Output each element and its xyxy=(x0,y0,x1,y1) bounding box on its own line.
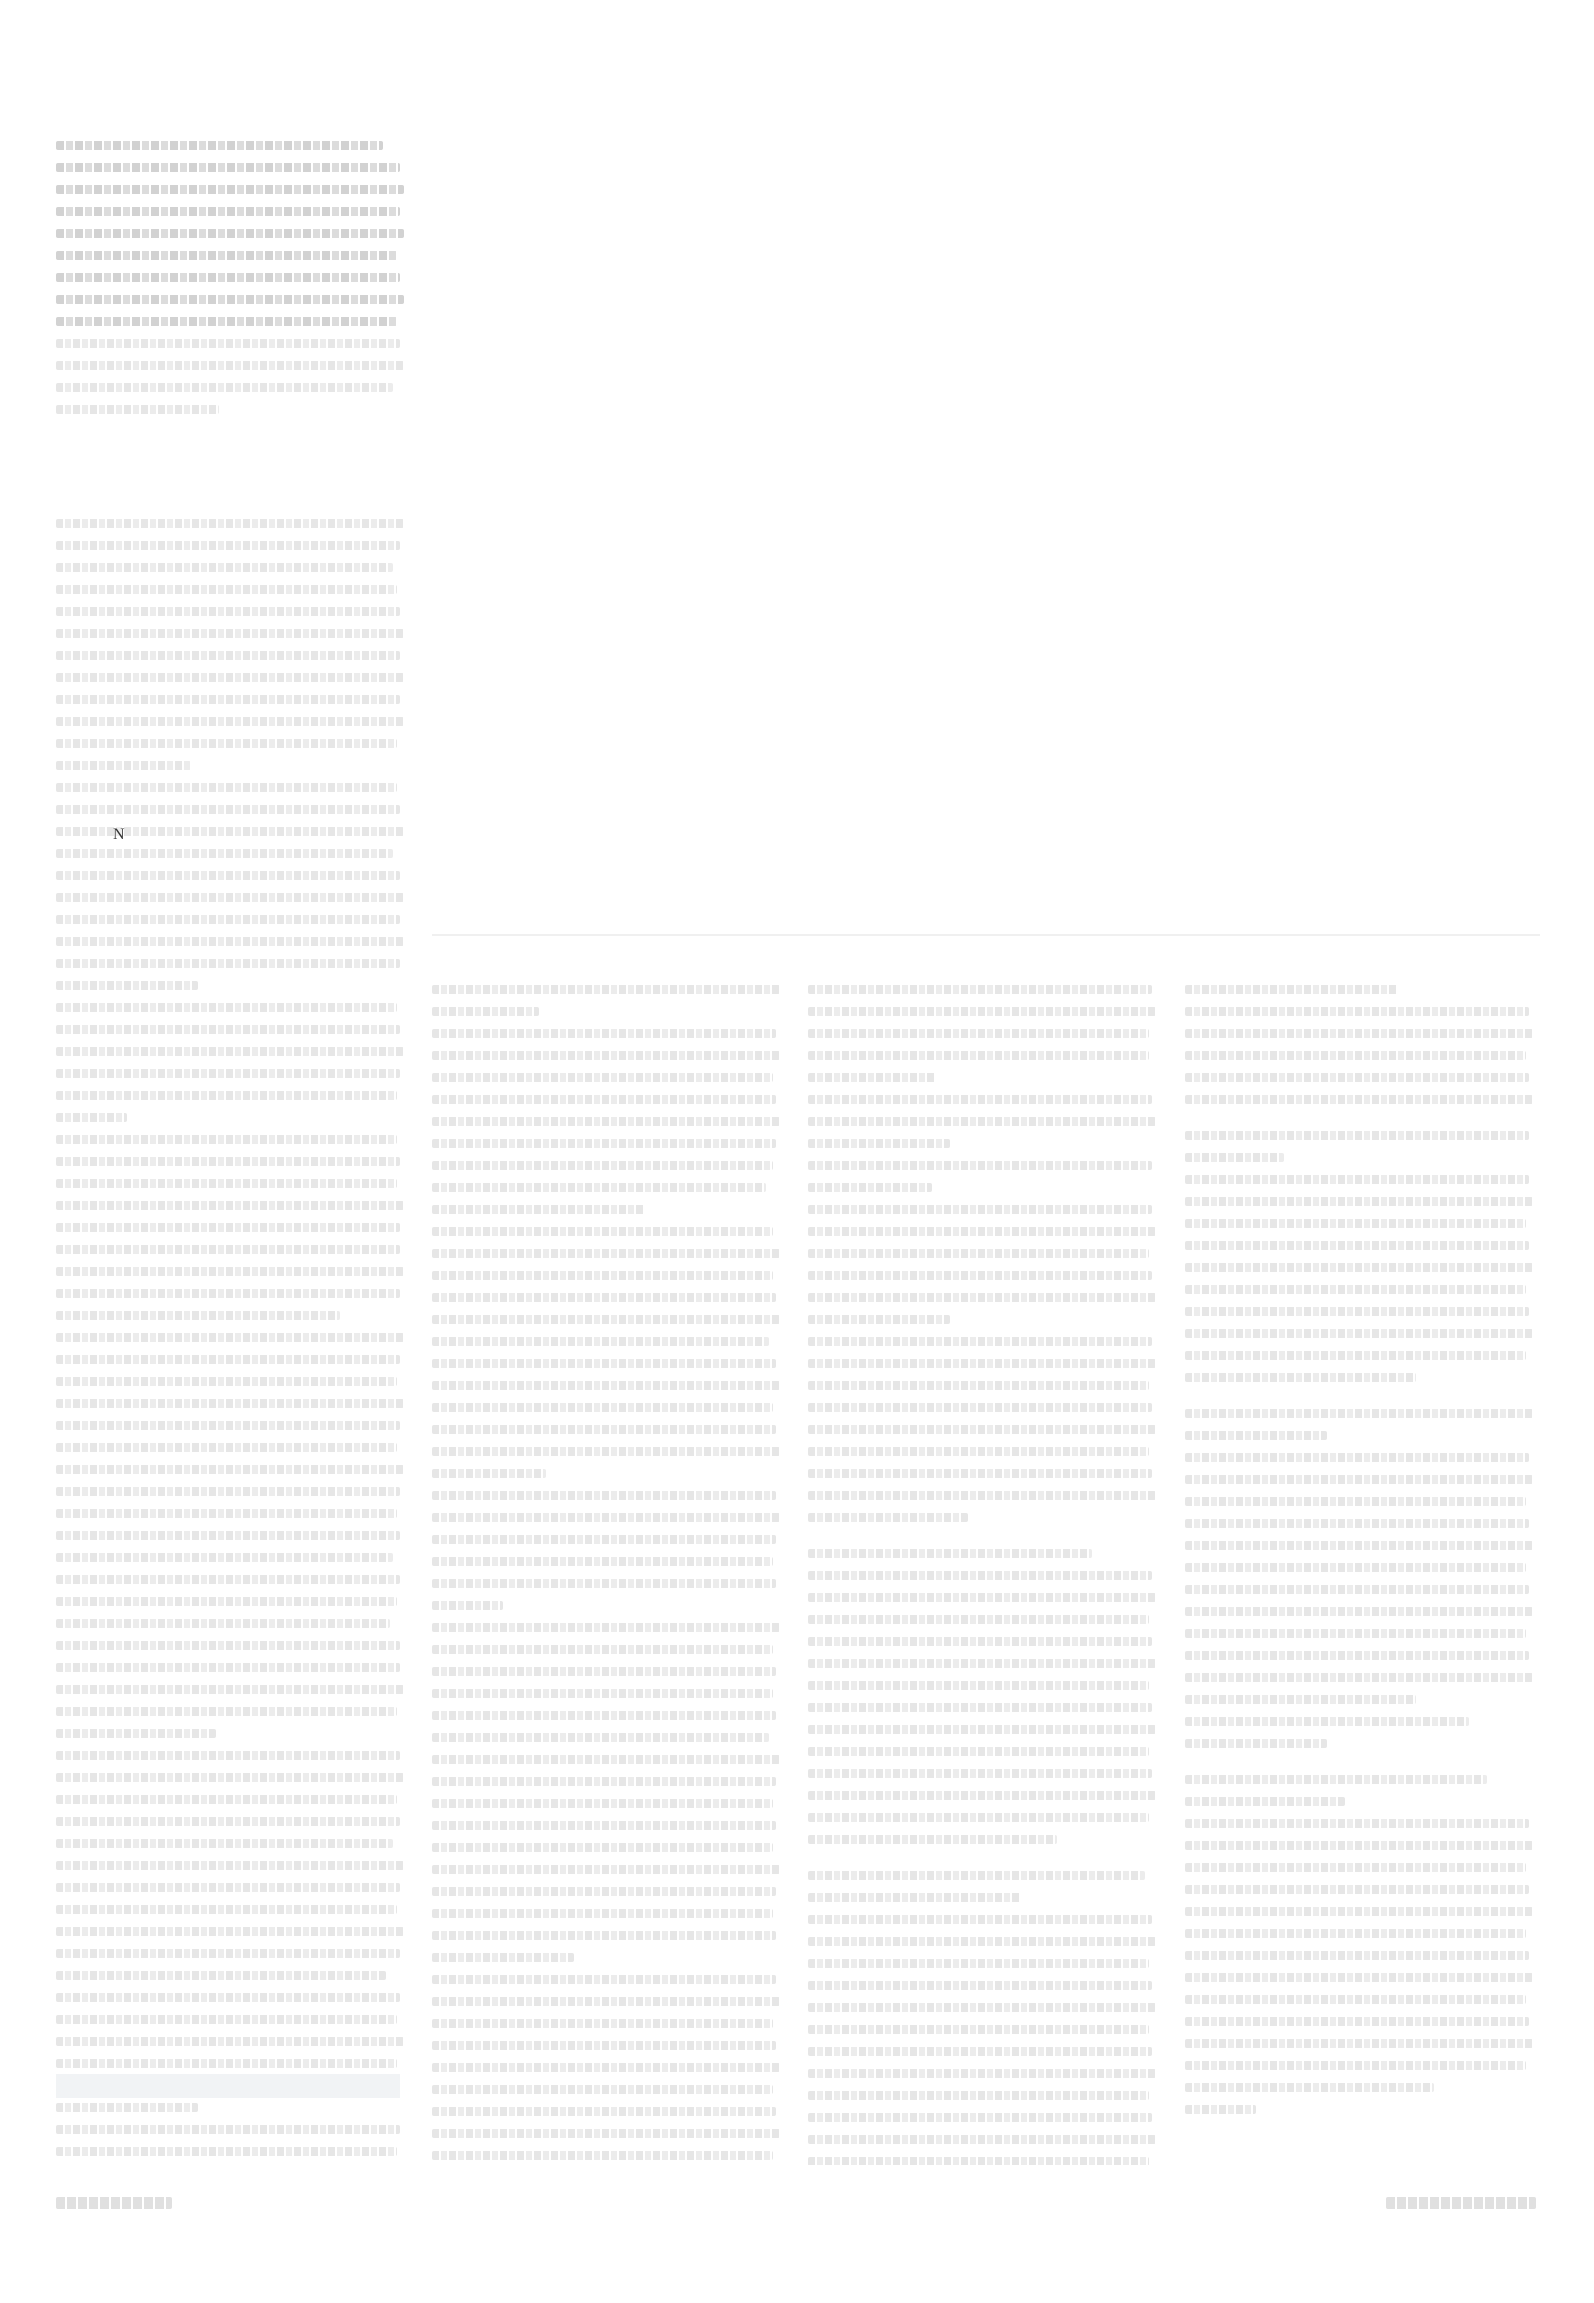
text-line xyxy=(56,998,411,1017)
text-line xyxy=(808,1134,1163,1153)
text-line xyxy=(432,1552,787,1571)
text-line xyxy=(1185,1580,1540,1599)
text-line xyxy=(56,1460,411,1479)
text-line xyxy=(56,756,411,775)
text-line xyxy=(56,400,411,419)
text-line xyxy=(1185,1946,1540,1965)
text-line xyxy=(432,1266,787,1285)
text-line xyxy=(808,1976,1163,1995)
text-line xyxy=(1185,1192,1540,1211)
text-line xyxy=(1185,1690,1540,1709)
text-line xyxy=(56,1768,411,1787)
text-line xyxy=(432,2036,787,2055)
text-line xyxy=(432,1222,787,1241)
text-line xyxy=(56,1812,411,1831)
text-line xyxy=(56,1262,411,1281)
text-line xyxy=(56,246,411,265)
column-gap xyxy=(808,1530,1163,1544)
text-line xyxy=(432,1200,787,1219)
text-line xyxy=(808,1332,1163,1351)
text-line xyxy=(432,2080,787,2099)
text-line xyxy=(56,1966,411,1985)
text-line xyxy=(56,910,411,929)
text-line xyxy=(1185,1346,1540,1365)
text-line xyxy=(808,1808,1163,1827)
text-line xyxy=(808,2020,1163,2039)
text-line xyxy=(808,1888,1163,1907)
text-line xyxy=(1185,2100,1540,2119)
text-line xyxy=(56,844,411,863)
text-line xyxy=(432,980,787,999)
text-line xyxy=(432,1926,787,1945)
text-line xyxy=(432,2102,787,2121)
text-line xyxy=(56,1284,411,1303)
text-line xyxy=(808,1266,1163,1285)
text-line xyxy=(56,1724,411,1743)
text-line xyxy=(808,1632,1163,1651)
text-line xyxy=(56,268,411,287)
text-line xyxy=(1185,1514,1540,1533)
text-line xyxy=(1185,1258,1540,1277)
text-line xyxy=(432,1662,787,1681)
text-line xyxy=(432,1794,787,1813)
text-line xyxy=(808,1156,1163,1175)
horizontal-rule xyxy=(432,934,1540,936)
text-line xyxy=(56,2142,411,2161)
text-line xyxy=(808,1932,1163,1951)
text-line xyxy=(432,1970,787,1989)
text-line xyxy=(1185,1426,1540,1445)
text-line xyxy=(808,1310,1163,1329)
text-line xyxy=(808,1742,1163,1761)
column-gap xyxy=(1185,1756,1540,1770)
text-line xyxy=(432,1068,787,1087)
text-line xyxy=(56,2010,411,2029)
text-line xyxy=(432,1530,787,1549)
text-line xyxy=(432,1244,787,1263)
text-line xyxy=(1185,2034,1540,2053)
text-line xyxy=(56,558,411,577)
text-line xyxy=(56,1196,411,1215)
text-line xyxy=(808,1024,1163,1043)
text-line xyxy=(432,1332,787,1351)
text-line xyxy=(432,1728,787,1747)
text-line xyxy=(56,1328,411,1347)
text-line xyxy=(56,1394,411,1413)
text-line xyxy=(56,1702,411,1721)
text-line xyxy=(432,1640,787,1659)
column-gap xyxy=(1185,1390,1540,1404)
text-line xyxy=(808,2152,1163,2165)
text-line xyxy=(56,1504,411,1523)
text-line xyxy=(56,624,411,643)
text-line xyxy=(432,1354,787,1373)
text-line xyxy=(1185,1404,1540,1423)
text-line xyxy=(56,954,411,973)
text-line xyxy=(808,1486,1163,1505)
text-line xyxy=(56,514,411,533)
text-line xyxy=(808,1068,1163,1087)
text-line xyxy=(1185,1448,1540,1467)
text-line xyxy=(432,1090,787,1109)
text-line xyxy=(432,1486,787,1505)
text-line xyxy=(56,1174,411,1193)
text-line xyxy=(432,1882,787,1901)
text-line xyxy=(808,1910,1163,1929)
text-line xyxy=(56,180,411,199)
text-line xyxy=(1185,1024,1540,1043)
text-line xyxy=(56,1614,411,1633)
text-line xyxy=(1185,1536,1540,1555)
text-line xyxy=(432,1420,787,1439)
text-line xyxy=(808,1866,1163,1885)
text-line xyxy=(56,1350,411,1369)
text-line xyxy=(432,1442,787,1461)
text-line xyxy=(1185,1734,1540,1753)
text-line xyxy=(56,334,411,353)
text-line xyxy=(432,1024,787,1043)
text-line xyxy=(432,1398,787,1417)
text-line xyxy=(808,1090,1163,1109)
text-line xyxy=(56,1438,411,1457)
highlighted-heading-band xyxy=(56,2074,400,2098)
text-line xyxy=(1185,1902,1540,1921)
text-line xyxy=(432,1816,787,1835)
text-line xyxy=(1185,1990,1540,2009)
drop-initial: N xyxy=(113,826,125,843)
text-column-3 xyxy=(808,980,1163,2165)
text-line xyxy=(56,290,411,309)
text-line xyxy=(1185,1558,1540,1577)
text-line xyxy=(1185,1170,1540,1189)
text-line xyxy=(1185,1646,1540,1665)
text-line xyxy=(56,1988,411,2007)
text-line xyxy=(432,1288,787,1307)
text-line xyxy=(56,1548,411,1567)
text-line xyxy=(432,1618,787,1637)
text-line xyxy=(432,1684,787,1703)
text-line xyxy=(1185,1214,1540,1233)
text-line xyxy=(56,1790,411,1809)
text-line xyxy=(56,224,411,243)
text-line xyxy=(432,2058,787,2077)
text-line xyxy=(432,1310,787,1329)
text-column-1 xyxy=(56,136,411,2161)
text-line xyxy=(432,1706,787,1725)
text-line xyxy=(1185,1470,1540,1489)
text-line xyxy=(808,1566,1163,1585)
text-line xyxy=(1185,1814,1540,1833)
text-line xyxy=(1185,1148,1540,1167)
text-line xyxy=(56,1306,411,1325)
text-line xyxy=(56,1658,411,1677)
text-line xyxy=(432,1838,787,1857)
text-line xyxy=(56,1218,411,1237)
column-gap xyxy=(56,422,411,514)
text-line xyxy=(1185,1880,1540,1899)
text-line xyxy=(1185,1002,1540,1021)
text-line xyxy=(56,690,411,709)
text-line xyxy=(432,1046,787,1065)
text-line xyxy=(56,646,411,665)
text-line xyxy=(56,734,411,753)
footer-right-label xyxy=(1386,2195,1536,2211)
text-line xyxy=(56,1746,411,1765)
text-line xyxy=(1185,1302,1540,1321)
text-line xyxy=(56,1680,411,1699)
text-line xyxy=(808,2042,1163,2061)
text-line xyxy=(432,1860,787,1879)
text-line xyxy=(1185,1236,1540,1255)
text-line xyxy=(808,1200,1163,1219)
text-line xyxy=(432,1750,787,1769)
text-line xyxy=(56,800,411,819)
text-line xyxy=(432,1596,787,1615)
text-line xyxy=(56,1570,411,1589)
text-line xyxy=(1185,1068,1540,1087)
text-line xyxy=(432,1772,787,1791)
text-line xyxy=(1185,1836,1540,1855)
text-line xyxy=(808,1244,1163,1263)
text-line xyxy=(1185,1770,1540,1789)
text-line xyxy=(1185,1602,1540,1621)
text-line xyxy=(56,1064,411,1083)
text-line xyxy=(808,1786,1163,1805)
text-line xyxy=(56,1086,411,1105)
text-line xyxy=(808,1676,1163,1695)
text-line xyxy=(56,2120,411,2139)
text-line xyxy=(56,1944,411,1963)
text-line xyxy=(432,1948,787,1967)
text-line xyxy=(56,202,411,221)
text-line xyxy=(808,1288,1163,1307)
text-line xyxy=(808,1222,1163,1241)
text-line xyxy=(56,1152,411,1171)
text-line xyxy=(56,1900,411,1919)
text-line xyxy=(56,536,411,555)
text-line xyxy=(1185,1492,1540,1511)
text-line xyxy=(808,1720,1163,1739)
text-line xyxy=(432,2146,787,2165)
text-line xyxy=(808,1464,1163,1483)
text-line xyxy=(56,1636,411,1655)
text-line xyxy=(432,1464,787,1483)
text-line xyxy=(56,1108,411,1127)
text-line xyxy=(808,1420,1163,1439)
text-line xyxy=(808,2130,1163,2149)
text-line xyxy=(56,888,411,907)
text-line xyxy=(432,1156,787,1175)
text-line xyxy=(432,1376,787,1395)
text-line xyxy=(56,866,411,885)
text-line xyxy=(808,1442,1163,1461)
text-line xyxy=(1185,2078,1540,2097)
text-line xyxy=(808,1376,1163,1395)
text-line xyxy=(56,822,411,841)
text-line xyxy=(808,1178,1163,1197)
text-line xyxy=(808,1954,1163,1973)
text-line xyxy=(808,1764,1163,1783)
text-line xyxy=(808,1654,1163,1673)
text-line xyxy=(432,1574,787,1593)
text-line xyxy=(56,312,411,331)
text-line xyxy=(56,1482,411,1501)
text-line xyxy=(808,1610,1163,1629)
text-line xyxy=(56,668,411,687)
text-line xyxy=(56,1834,411,1853)
text-line xyxy=(1185,1968,1540,1987)
footer-left-label xyxy=(56,2195,172,2211)
text-line xyxy=(1185,980,1540,999)
text-line xyxy=(56,378,411,397)
column-gap xyxy=(1185,1112,1540,1126)
text-line xyxy=(1185,1712,1540,1731)
text-line xyxy=(808,1002,1163,1021)
text-line xyxy=(808,1046,1163,1065)
text-line xyxy=(808,2086,1163,2105)
text-line xyxy=(808,1830,1163,1849)
text-line xyxy=(1185,1368,1540,1387)
text-line xyxy=(56,1592,411,1611)
text-line xyxy=(56,1526,411,1545)
text-line xyxy=(1185,1090,1540,1109)
text-line xyxy=(432,1134,787,1153)
text-line xyxy=(56,158,411,177)
text-line xyxy=(808,1698,1163,1717)
text-line xyxy=(1185,1924,1540,1943)
text-line xyxy=(1185,1792,1540,1811)
text-line xyxy=(808,1588,1163,1607)
column-gap xyxy=(808,1852,1163,1866)
text-line xyxy=(432,1178,787,1197)
text-line xyxy=(808,2064,1163,2083)
text-line xyxy=(56,976,411,995)
text-column-4 xyxy=(1185,980,1540,2165)
text-line xyxy=(56,2098,411,2117)
text-line xyxy=(56,2054,411,2073)
text-line xyxy=(432,1002,787,1021)
text-line xyxy=(432,1904,787,1923)
text-line xyxy=(56,1042,411,1061)
text-line xyxy=(56,712,411,731)
text-line xyxy=(56,1878,411,1897)
text-line xyxy=(56,602,411,621)
text-line xyxy=(56,1856,411,1875)
text-line xyxy=(432,1112,787,1131)
text-line xyxy=(808,1544,1163,1563)
text-line xyxy=(56,932,411,951)
text-line xyxy=(1185,1280,1540,1299)
text-line xyxy=(808,980,1163,999)
text-line xyxy=(432,1992,787,2011)
text-line xyxy=(56,356,411,375)
text-line xyxy=(56,136,411,155)
text-line xyxy=(808,1508,1163,1527)
text-line xyxy=(1185,1858,1540,1877)
text-line xyxy=(432,1508,787,1527)
text-line xyxy=(56,1922,411,1941)
text-line xyxy=(56,1416,411,1435)
text-line xyxy=(56,1240,411,1259)
text-line xyxy=(56,1372,411,1391)
text-line xyxy=(1185,1324,1540,1343)
text-line xyxy=(1185,1126,1540,1145)
text-line xyxy=(1185,2012,1540,2031)
text-line xyxy=(808,1398,1163,1417)
text-line xyxy=(56,778,411,797)
text-line xyxy=(56,1020,411,1039)
text-line xyxy=(1185,1668,1540,1687)
text-line xyxy=(432,2014,787,2033)
text-line xyxy=(56,580,411,599)
text-line xyxy=(808,1354,1163,1373)
text-line xyxy=(1185,1624,1540,1643)
text-column-2 xyxy=(432,980,787,2165)
text-line xyxy=(432,2124,787,2143)
text-line xyxy=(56,1130,411,1149)
text-line xyxy=(808,1112,1163,1131)
text-line xyxy=(1185,1046,1540,1065)
text-line xyxy=(808,1998,1163,2017)
text-line xyxy=(808,2108,1163,2127)
text-line xyxy=(1185,2056,1540,2075)
text-line xyxy=(56,2032,411,2051)
